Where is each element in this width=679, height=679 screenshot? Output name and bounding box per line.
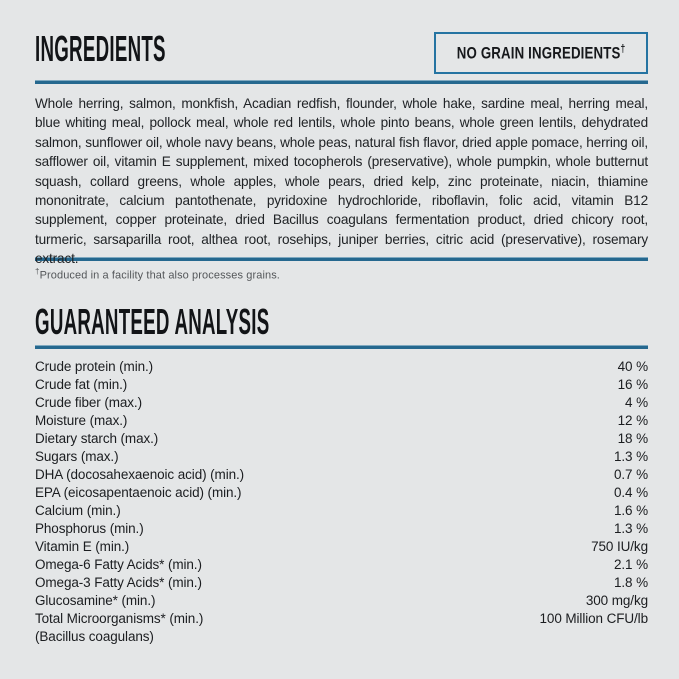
analysis-row-value: 1.3 % — [613, 520, 648, 536]
divider-above-footnote — [35, 257, 648, 261]
analysis-row-label: Moisture (max.) — [35, 412, 128, 428]
analysis-row — [35, 484, 648, 502]
analysis-row-label: Phosphorus (min.) — [35, 520, 144, 536]
grain-facility-footnote — [35, 267, 648, 282]
analysis-table — [35, 358, 648, 646]
analysis-row — [35, 394, 648, 412]
analysis-row-value: 1.8 % — [613, 574, 648, 590]
analysis-row-value: 18 % — [617, 430, 648, 446]
analysis-row-value: 0.7 % — [613, 466, 648, 482]
guaranteed-analysis-title — [35, 300, 648, 342]
analysis-row — [35, 412, 648, 430]
ingredients-title-text: INGREDIENTS — [35, 28, 166, 69]
analysis-row-value: 16 % — [617, 376, 648, 392]
analysis-row-value: 40 % — [617, 358, 648, 374]
analysis-row-label: DHA (docosahexaenoic acid) (min.) — [35, 466, 245, 482]
analysis-row-label: (Bacillus coagulans) — [35, 628, 154, 644]
footnote-text: Produced in a facility that also processes grains. — [39, 269, 280, 282]
analysis-row-label: Vitamin E (min.) — [35, 538, 130, 554]
footnote-dagger-mark: † — [35, 267, 40, 276]
analysis-row — [35, 430, 648, 448]
analysis-row-value: 1.6 % — [613, 502, 648, 518]
badge-dagger-mark: † — [620, 42, 626, 55]
ingredients-title — [35, 30, 287, 68]
analysis-row-label: Sugars (max.) — [35, 448, 119, 464]
analysis-row — [35, 466, 648, 484]
analysis-row-label: Glucosamine* (min.) — [35, 592, 156, 608]
no-grain-badge-label: NO GRAIN INGREDIENTS — [456, 43, 621, 63]
analysis-row-value: 4 % — [625, 394, 648, 410]
divider-under-ingredients-title — [35, 80, 648, 84]
analysis-row — [35, 502, 648, 520]
analysis-row-label: Crude protein (min.) — [35, 358, 154, 374]
analysis-row — [35, 538, 648, 556]
divider-under-analysis-title — [35, 345, 648, 349]
analysis-row — [35, 556, 648, 574]
analysis-row-label: EPA (eicosapentaenoic acid) (min.) — [35, 484, 242, 500]
analysis-row-value: 750 IU/kg — [591, 538, 648, 554]
analysis-row-label: Total Microorganisms* (min.) — [35, 610, 204, 626]
analysis-row — [35, 520, 648, 538]
analysis-row-value: 12 % — [617, 412, 648, 428]
guaranteed-analysis-title-text: GUARANTEED ANALYSIS — [35, 300, 270, 342]
no-grain-badge — [434, 32, 648, 74]
analysis-row-label: Calcium (min.) — [35, 502, 121, 518]
analysis-row-value: 1.3 % — [613, 448, 648, 464]
analysis-row-value: 2.1 % — [613, 556, 648, 572]
analysis-row-label: Crude fiber (max.) — [35, 394, 142, 410]
ingredients-paragraph: Whole herring, salmon, monkfish, Acadian redfish, flounder, whole hake, sardine meal, herring meal, blue whiting meal, pollock meal, whole red lentils, whole pinto beans, whole green lentils, dehydrated salmon, sunflower oil, whole navy beans, whole peas, natural fish flavor, dried apple pomace, herring oil, safflower oil, vitamin E supplement, mixed tocopherols (preservative), whole pumpkin, whole butternut squash, collard greens, whole apples, whole pears, dried kelp, zinc proteinate, niacin, thiamine mononitrate, calcium pantothenate, pyridoxine hydrochloride, riboflavin, folic acid, vitamin B12 supplement, copper proteinate, dried Bacillus coagulans fermentation product, dried chicory root, turmeric, sarsaparilla root, althea root, rosehips, juniper berries, citric acid (preservative), rosemary extract. — [35, 96, 648, 267]
ingredients-header — [35, 30, 648, 80]
analysis-row — [35, 628, 648, 646]
analysis-row-value: 300 mg/kg — [585, 592, 648, 608]
analysis-row — [35, 574, 648, 592]
analysis-row-label: Crude fat (min.) — [35, 376, 128, 392]
analysis-row — [35, 610, 648, 628]
no-grain-badge-text — [457, 43, 626, 64]
analysis-row-label: Omega-3 Fatty Acids* (min.) — [35, 574, 202, 590]
analysis-row — [35, 448, 648, 466]
analysis-row — [35, 358, 648, 376]
analysis-row-label: Omega-6 Fatty Acids* (min.) — [35, 556, 202, 572]
analysis-row — [35, 592, 648, 610]
analysis-row-value: 0.4 % — [613, 484, 648, 500]
analysis-row-value: 100 Million CFU/lb — [539, 610, 648, 626]
analysis-row — [35, 376, 648, 394]
analysis-row-label: Dietary starch (max.) — [35, 430, 159, 446]
